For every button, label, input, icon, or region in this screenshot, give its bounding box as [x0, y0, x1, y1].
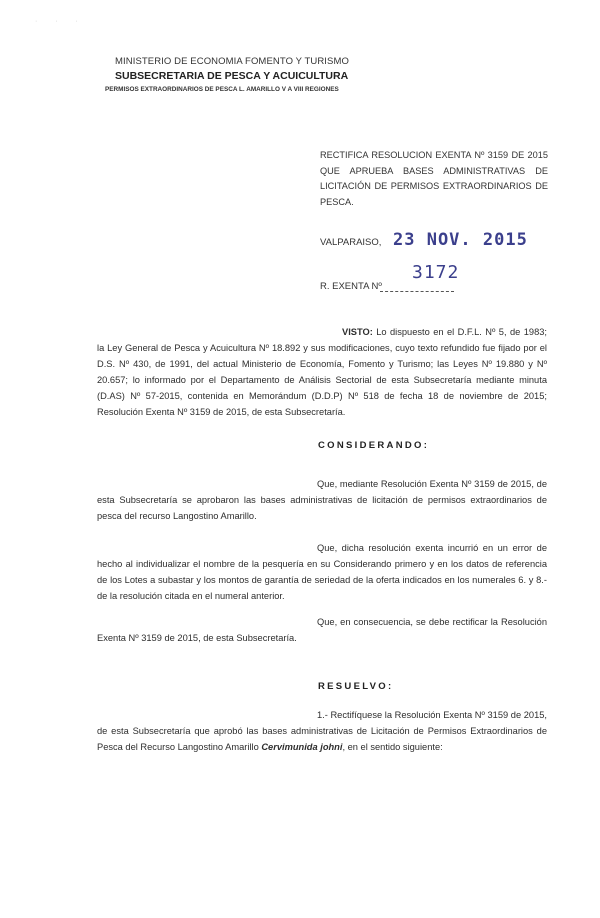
exenta-number-stamp: 3172	[412, 262, 460, 283]
species-name: Cervimunida johni	[261, 742, 343, 752]
considerando-paragraph-2: Que, dicha resolución exenta incurrió en un error de hecho al individualizar el nombre de la pesquería en su Considerando primero y en los datos de referencia de los Lotes a subastar y los montos de garantía de seriedad de la oferta indicados en los numerales 6. y 8.- de la resolución citada en el numeral anterior.	[97, 543, 547, 601]
considerando-heading: CONSIDERANDO:	[318, 440, 430, 451]
considerando-paragraph-1: Que, mediante Resolución Exenta Nº 3159 de 2015, de esta Subsecretaría se aprobaron las bases administrativas de licitación de permisos extraordinarios de pesca del recurso Langostino Amarillo.	[97, 479, 547, 521]
resuelvo-text-end: , en el sentido siguiente:	[342, 742, 443, 752]
place-label: VALPARAISO,	[320, 237, 382, 248]
visto-paragraph	[97, 324, 547, 420]
resuelvo-text: 1.- Rectifíquese la Resolución Exenta Nº 3159 de 2015, de esta Subsecretaría que aprobó las bases administrativas de Licitación de Permisos Extraordinarios de Pesca del Recurso Langostino Amarillo	[97, 710, 547, 752]
visto-text: Lo dispuesto en el D.F.L. Nº 5, de 1983; la Ley General de Pesca y Acuicultura Nº 18.892 y sus modificaciones, cuyo texto refundido fue fijado por el D.S. Nº 430, de 1991, del actual Ministerio de Economía, Fomento y Turismo; las Leyes Nº 19.880 y Nº 20.657; lo informado por el Departamento de Análisis Sectorial de esta Subsecretaría mediante minuta (D.AS) Nº 57-2015, contenida en Memorándum (D.D.P) Nº 518 de fecha 18 de noviembre de 2015; Resolución Exenta Nº 3159 de 2015, de esta Subsecretaría.	[97, 327, 547, 417]
date-stamp: 23 NOV. 2015	[393, 230, 528, 250]
ministry-name: MINISTERIO DE ECONOMIA FOMENTO Y TURISMO	[115, 56, 349, 67]
exenta-underline	[380, 291, 454, 292]
considerando-paragraph-3: Que, en consecuencia, se debe rectificar la Resolución Exenta Nº 3159 de 2015, de esta Subsecretaría.	[97, 617, 547, 643]
scan-marks: · · ·	[35, 18, 86, 25]
letterhead	[105, 56, 435, 93]
division-name: PERMISOS EXTRAORDINARIOS DE PESCA L. AMARILLO V A VIII REGIONES	[105, 86, 339, 93]
reference-summary: RECTIFICA RESOLUCION EXENTA Nº 3159 DE 2015 QUE APRUEBA BASES ADMINISTRATIVAS DE LICITACIÓN DE PERMISOS EXTRAORDINARIOS DE PESCA.	[320, 150, 548, 207]
visto-label: VISTO:	[342, 327, 373, 337]
undersecretariat-name: SUBSECRETARIA DE PESCA Y ACUICULTURA	[115, 70, 349, 82]
resuelvo-heading: RESUELVO:	[318, 681, 394, 692]
exenta-label: R. EXENTA Nº	[320, 281, 382, 292]
resuelvo-paragraph-1	[97, 707, 547, 755]
